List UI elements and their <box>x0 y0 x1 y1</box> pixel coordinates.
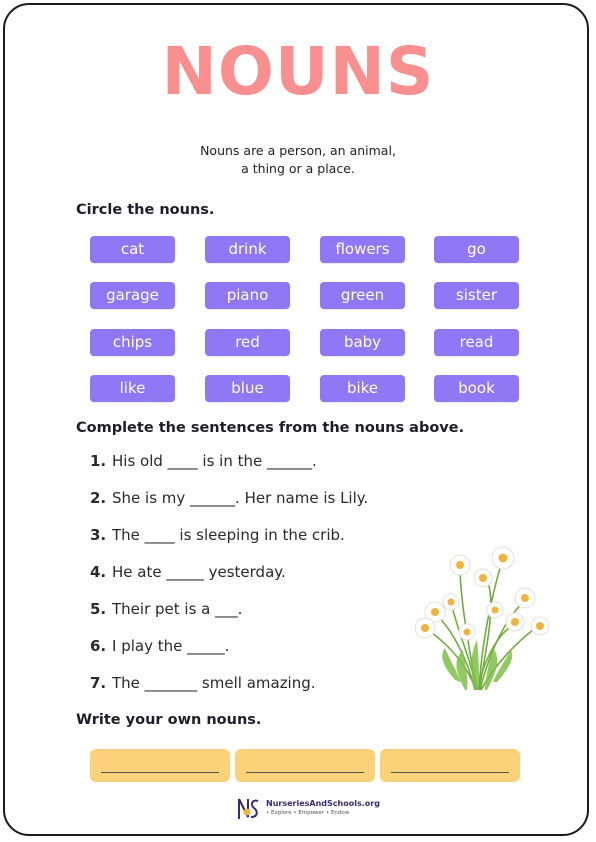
sentence-item <box>90 563 286 581</box>
answer-line <box>391 772 509 773</box>
word-chip[interactable]: baby <box>320 329 405 356</box>
word-chip[interactable]: red <box>205 329 290 356</box>
word-chip[interactable]: garage <box>90 282 175 309</box>
word-chip[interactable]: blue <box>205 375 290 402</box>
intro-text <box>0 142 596 178</box>
sentence-text: Their pet is a ___. <box>112 600 243 618</box>
daisy-flowers-illustration <box>405 540 555 700</box>
word-chip[interactable]: piano <box>205 282 290 309</box>
word-chip[interactable]: bike <box>320 375 405 402</box>
answer-line <box>246 772 364 773</box>
sentence-text: She is my ______. Her name is Lily. <box>112 489 369 507</box>
answer-box[interactable] <box>380 749 520 782</box>
word-chip[interactable]: like <box>90 375 175 402</box>
sentence-item <box>90 674 316 692</box>
answer-box[interactable] <box>235 749 375 782</box>
sentence-item <box>90 489 368 507</box>
word-chip[interactable]: drink <box>205 236 290 263</box>
sentence-number: 2. <box>90 489 107 507</box>
sentence-text: He ate _____ yesterday. <box>112 563 286 581</box>
section-heading-complete: Complete the sentences from the nouns above. <box>76 420 465 436</box>
answer-box[interactable] <box>90 749 230 782</box>
word-chip[interactable]: flowers <box>320 236 405 263</box>
word-chip[interactable]: chips <box>90 329 175 356</box>
intro-line-1: Nouns are a person, an animal, <box>200 143 396 158</box>
intro-line-2: a thing or a place. <box>241 161 355 176</box>
sentence-text: The ____ is sleeping in the crib. <box>112 526 345 544</box>
word-chip[interactable]: green <box>320 282 405 309</box>
section-heading-circle: Circle the nouns. <box>76 202 215 218</box>
sentence-number: 5. <box>90 600 107 618</box>
sentence-text: His old ____ is in the ______. <box>112 452 317 470</box>
sentence-item <box>90 452 317 470</box>
brand-tagline: • Explore • Empower • Endow <box>266 810 350 816</box>
section-heading-write: Write your own nouns. <box>76 712 262 728</box>
nurseries-and-schools-logo <box>236 795 262 823</box>
brand-name: NurseriesAndSchools.org <box>266 799 380 808</box>
word-chip[interactable]: cat <box>90 236 175 263</box>
word-chip[interactable]: go <box>434 236 519 263</box>
sentence-item <box>90 600 242 618</box>
sentence-number: 3. <box>90 526 107 544</box>
daisy-heads <box>415 547 549 640</box>
word-chip[interactable]: book <box>434 375 519 402</box>
sentence-item <box>90 526 345 544</box>
sentence-number: 7. <box>90 674 107 692</box>
answer-line <box>101 772 219 773</box>
sentence-item <box>90 637 229 655</box>
sentence-number: 6. <box>90 637 107 655</box>
sentence-text: I play the _____. <box>112 637 230 655</box>
sentence-number: 4. <box>90 563 107 581</box>
page-title: NOUNS <box>161 33 435 110</box>
sentence-number: 1. <box>90 452 107 470</box>
word-chip[interactable]: read <box>434 329 519 356</box>
word-chip[interactable]: sister <box>434 282 519 309</box>
sentence-text: The _______ smell amazing. <box>112 674 316 692</box>
